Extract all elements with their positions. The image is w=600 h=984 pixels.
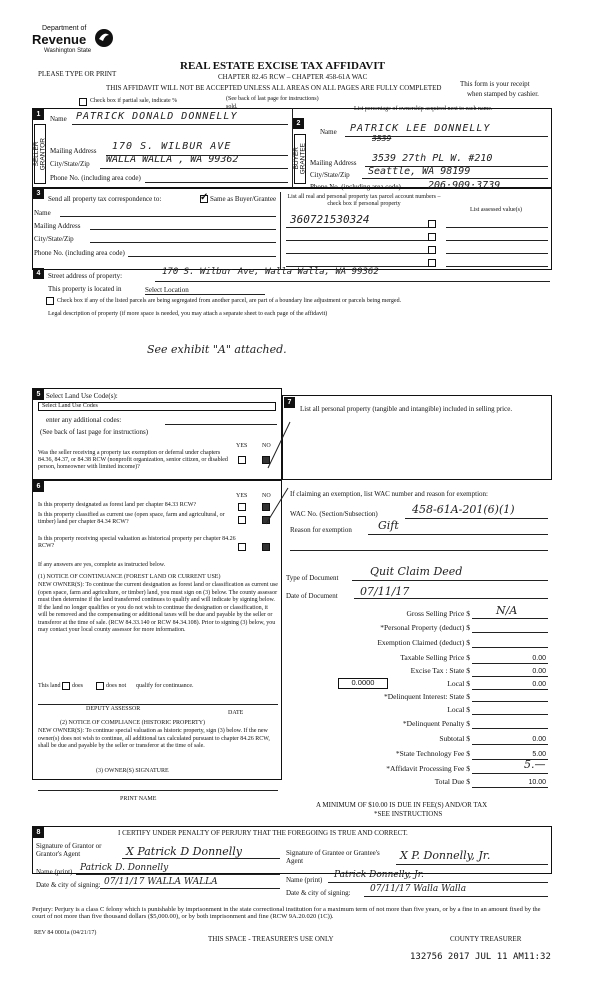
notice-continuance-title: (1) NOTICE OF CONTINUANCE (FOREST LAND OR CURRENT USE) [38, 574, 221, 580]
corr-name-label: Name [34, 209, 51, 217]
deputy-assessor-label: DEPUTY ASSESSOR [86, 706, 141, 712]
forest-land-question: Is this property designated as forest land per chapter 84.33 RCW? [38, 502, 197, 508]
local-tax-label: Local $ [447, 679, 470, 688]
form-chapter: CHAPTER 82.45 RCW – CHAPTER 458-61A WAC [218, 73, 368, 81]
street-address-label: Street address of property: [48, 272, 123, 280]
gross-price-label: Gross Selling Price $ [406, 609, 470, 618]
local-rate-field[interactable]: 0.0000 [338, 678, 388, 689]
section-4-badge: 4 [33, 268, 44, 279]
legal-description-label: Legal description of property (if more space is needed, you may attach a separate sheet to each page of the affidavit) [48, 311, 328, 317]
select-location-dropdown[interactable]: Select Location [145, 286, 265, 295]
form-revision: REV 84 0001a (04/21/17) [34, 930, 97, 936]
corr-phone-label: Phone No. (including area code) [34, 249, 125, 257]
forest-yes-checkbox[interactable] [238, 503, 246, 511]
buyer-name-label: Name [320, 128, 337, 136]
grantor-signature-field[interactable]: X Patrick D Donnelly [126, 845, 242, 858]
qualify-label: qualify for continuance. [136, 683, 194, 689]
buyer-struck-text: 3539 [372, 134, 392, 143]
does-not-label: does not [106, 683, 127, 689]
grantee-name-label: Name (print) [286, 876, 323, 884]
buyer-name-field[interactable]: PATRICK LEE DONNELLY [350, 123, 491, 134]
section-6-badge: 6 [33, 481, 44, 492]
forest-no-header: NO [262, 493, 271, 499]
land-use-yes-header: YES [236, 443, 248, 449]
partial-sale-checkbox[interactable] [79, 98, 87, 106]
seller-mailing-label: Mailing Address [50, 147, 97, 155]
receipt-line2: when stamped by cashier. [467, 90, 539, 98]
seller-name-field[interactable]: PATRICK DONALD DONNELLY [76, 111, 238, 122]
parcel-number-field[interactable]: 360721530324 [290, 213, 370, 226]
buyer-city-label: City/State/Zip [310, 171, 350, 179]
forest-yes-header: YES [236, 493, 248, 499]
land-use-instructions: (See back of last page for instructions) [40, 428, 149, 436]
grantor-name-label: Name (print) [36, 868, 73, 876]
grantee-date-field[interactable]: 07/11/17 Walla Walla [370, 884, 467, 894]
county-treasurer-label: COUNTY TREASURER [450, 935, 522, 943]
form-title: REAL ESTATE EXCISE TAX AFFIDAVIT [180, 60, 385, 72]
see-instructions: *SEE INSTRUCTIONS [374, 810, 443, 818]
land-use-label: Select Land Use Code(s): [46, 392, 118, 400]
personal-property-checkbox-2[interactable] [428, 233, 436, 241]
does-label: does [72, 683, 83, 689]
total-due-value: 10.00 [528, 779, 546, 786]
grantee-signature-field[interactable]: X P. Donnelly, Jr. [400, 849, 491, 862]
grantee-date-label: Date & city of signing: [286, 889, 351, 897]
land-use-no-header: NO [262, 443, 271, 449]
notice-continuance-text: NEW OWNER(S): To continue the current designation as forest land or classification as current use (open space, farm and agriculture, or timber) land, you must sign on (3) below. The county assessor must then determine if the land transferred continues to qualify and will indicate by signing below. If the land no longer qualifies or you do not wish to continue the designation or classification, it will be removed and the compensating or additional taxes will be due and payable by the seller or transferor at the time of sale. (RCW 84.33.140 or RCW 84.34.108). Prior to signing (3) below, you may contact your local county assessor for more information. [38, 582, 278, 633]
excise-state-label: Excise Tax : State $ [410, 666, 470, 675]
treasurer-use-label: THIS SPACE - TREASURER'S USE ONLY [208, 935, 334, 943]
personal-property-checkbox-1[interactable] [428, 220, 436, 228]
seller-mailing-field[interactable]: 170 S. WILBUR AVE [112, 141, 232, 152]
historic-no-checkbox[interactable] [262, 543, 270, 551]
seller-grantor-tag: SELLER GRANTOR [34, 124, 46, 184]
seller-city-label: City/State/Zip [50, 160, 90, 168]
receipt-stamp: 132756 2017 JUL 11 AM11:32 [410, 952, 551, 962]
deputy-date-label: DATE [228, 710, 244, 716]
section-5-badge: 5 [33, 389, 44, 400]
does-not-checkbox[interactable] [96, 682, 104, 690]
located-in-label: This property is located in [48, 285, 122, 293]
section-2-badge: 2 [293, 118, 304, 129]
grantor-date-label: Date & city of signing: [36, 881, 101, 889]
buyer-phone-label: Phone No. (including area code) [310, 183, 401, 191]
affidavit-fee-value[interactable]: 5.— [524, 758, 546, 771]
not-accepted-notice: THIS AFFIDAVIT WILL NOT BE ACCEPTED UNLESS ALL AREAS ON ALL PAGES ARE FULLY COMPLETED [106, 84, 442, 92]
same-as-buyer-label: Same as Buyer/Grantee [210, 195, 277, 203]
logo-revenue: Revenue [32, 32, 87, 47]
pct-ownership-note: List percentage of ownership acquired next to each name. [354, 106, 493, 112]
historic-question: Is this property receiving special valuation as historical property per chapter 84.26 RCW? [38, 536, 236, 549]
if-yes-instruction: If any answers are yes, complete as instructed below. [38, 562, 166, 568]
section-6-slash [262, 486, 292, 526]
wac-label: WAC No. (Section/Subsection) [290, 510, 378, 518]
notice-compliance-text: NEW OWNER(S): To continue special valuation as historic property, sign (3) below. If the new owner(s) does not wish to continue, all additional tax calculated pursuant to chapter 84.26 RCW, shall be due and payable by the seller or transferor at the time of sale. [38, 728, 270, 749]
print-name-label: PRINT NAME [120, 796, 157, 802]
wac-field[interactable]: 458-61A-201(6)(1) [412, 503, 515, 516]
seller-name-label: Name [50, 115, 67, 123]
perjury-notice: Perjury: Perjury is a class C felony which is punishable by imprisonment in the state correctional institution for a maximum term of not more than five years, or by a fine in an amount fixed by the court of not more than five thousand dollars ($5,000.00), or by both imprisonment and fine (RCW 9A.20.020 (1C)). [32, 906, 541, 921]
affidavit-fee-label: *Affidavit Processing Fee $ [386, 764, 470, 773]
buyer-mailing-label: Mailing Address [310, 159, 357, 167]
send-correspondence-label: Send all property tax correspondence to: [48, 195, 162, 203]
segregated-label: Check box if any of the listed parcels are being segregated from another parcel, are part of a boundary line adjustment or parcels being merged. [57, 298, 402, 304]
parcel-header: List all real and personal property tax parcel account numbers – check box if personal property [287, 194, 441, 207]
partial-sale-label: Check box if partial sale, indicate % [90, 98, 178, 104]
total-due-label: Total Due $ [434, 777, 470, 786]
doc-date-label: Date of Document [286, 592, 338, 600]
section-7-slash [264, 420, 294, 470]
logo-state: Washington State [44, 48, 92, 54]
assessed-header: List assessed value(s) [470, 207, 522, 213]
see-back-instructions: (See back of last page for instructions) [226, 96, 319, 102]
delinquent-interest-label: *Delinquent Interest: State $ [383, 692, 470, 701]
grantor-name-field[interactable]: Patrick D. Donnelly [80, 863, 169, 873]
personal-property-checkbox-3[interactable] [428, 246, 436, 254]
delinquent-local-label: Local $ [447, 705, 470, 714]
subtotal-label: Subtotal $ [439, 734, 470, 743]
revenue-logo [30, 25, 120, 65]
historic-yes-checkbox[interactable] [238, 543, 246, 551]
doc-type-label: Type of Document [286, 574, 339, 582]
section-3-badge: 3 [33, 188, 44, 199]
excise-state-value: 0.00 [532, 668, 546, 675]
additional-codes-label: enter any additional codes: [46, 416, 122, 424]
section-8-badge: 8 [33, 827, 44, 838]
does-checkbox[interactable] [62, 682, 70, 690]
section-7-badge: 7 [284, 397, 295, 408]
certify-statement: I CERTIFY UNDER PENALTY OF PERJURY THAT THE FOREGOING IS TRUE AND CORRECT. [118, 829, 408, 837]
local-tax-value: 0.00 [532, 681, 546, 688]
owner-signature-label: (3) OWNER(S) SIGNATURE [96, 768, 169, 774]
partial-sale-sold: sold. [226, 104, 238, 110]
subtotal-value: 0.00 [532, 736, 546, 743]
grantor-date-field[interactable]: 07/11/17 WALLA WALLA [104, 877, 218, 887]
minimum-due-notice: A MINIMUM OF $10.00 IS DUE IN FEE(S) AND/OR TAX [316, 801, 488, 809]
taxable-price-value: 0.00 [532, 655, 546, 662]
grantor-signature-label: Signature of Grantor or Grantor's Agent [36, 842, 102, 859]
revenue-swirl-icon [93, 27, 115, 49]
seller-city-field[interactable]: WALLA WALLA , WA 99362 [106, 154, 239, 165]
personal-property-deduct-label: *Personal Property (deduct) $ [380, 623, 470, 632]
exemption-claim-label: If claiming an exemption, list WAC number and reason for exemption: [290, 490, 488, 498]
exemption-yes-checkbox[interactable] [238, 456, 246, 464]
personal-property-label: List all personal property (tangible and intangible) included in selling price. [300, 405, 513, 413]
street-address-field[interactable]: 170 S. Wilbur Ave, Walla Walla, WA 99362 [162, 267, 379, 277]
logo-dept-of: Department of [42, 25, 87, 32]
tech-fee-value: 5.00 [532, 751, 546, 758]
buyer-grantee-tag: BUYER GRANTEE [294, 134, 306, 184]
legal-description-field[interactable]: See exhibit "A" attached. [147, 343, 287, 356]
buyer-city-field[interactable]: Seattle, WA 98199 [368, 166, 471, 177]
doc-type-field[interactable]: Quit Claim Deed [370, 565, 463, 578]
notice-compliance-title: (2) NOTICE OF COMPLIANCE (HISTORIC PROPERTY) [60, 720, 206, 726]
segregated-checkbox[interactable] [46, 297, 54, 305]
reason-label: Reason for exemption [290, 526, 352, 534]
personal-property-checkbox-4[interactable] [428, 259, 436, 267]
land-use-dropdown[interactable]: Select Land Use Codes [38, 402, 276, 411]
corr-city-label: City/State/Zip [34, 235, 74, 243]
section-1-badge: 1 [33, 109, 44, 120]
exemption-deduct-label: Exemption Claimed (deduct) $ [377, 638, 470, 647]
please-type: PLEASE TYPE OR PRINT [38, 70, 117, 78]
taxable-price-label: Taxable Selling Price $ [400, 653, 470, 662]
grantee-name-field[interactable]: Patrick Donnelly, Jr. [334, 870, 424, 880]
buyer-mailing-field[interactable]: 3539 27th PL W. #210 [372, 153, 493, 164]
tech-fee-label: *State Technology Fee $ [395, 749, 470, 758]
current-use-question: Is this property classified as current use (open space, farm and agricultural, or timber) land per chapter 84.34 RCW? [38, 512, 225, 525]
seller-phone-label: Phone No. (including area code) [50, 174, 141, 182]
buyer-phone-field[interactable]: 206·909·3739 [428, 180, 501, 191]
exemption-question: Was the seller receiving a property tax exemption or deferral under chapters 84.36, 84.37, or 84.38 RCW (nonprofit organization, senior citizen, or disabled person, homeowner with limited income)? [38, 450, 228, 470]
reason-field[interactable]: Gift [378, 519, 399, 532]
current-use-yes-checkbox[interactable] [238, 516, 246, 524]
receipt-line1: This form is your receipt [460, 80, 530, 88]
this-land-label: This land [38, 683, 61, 689]
same-as-buyer-check: ✓ [200, 192, 209, 203]
delinquent-penalty-label: *Delinquent Penalty $ [402, 719, 470, 728]
corr-mailing-label: Mailing Address [34, 222, 81, 230]
gross-price-field[interactable]: N/A [496, 604, 518, 617]
grantee-signature-label: Signature of Grantee or Grantee's Agent [286, 849, 380, 866]
doc-date-field[interactable]: 07/11/17 [360, 585, 410, 598]
